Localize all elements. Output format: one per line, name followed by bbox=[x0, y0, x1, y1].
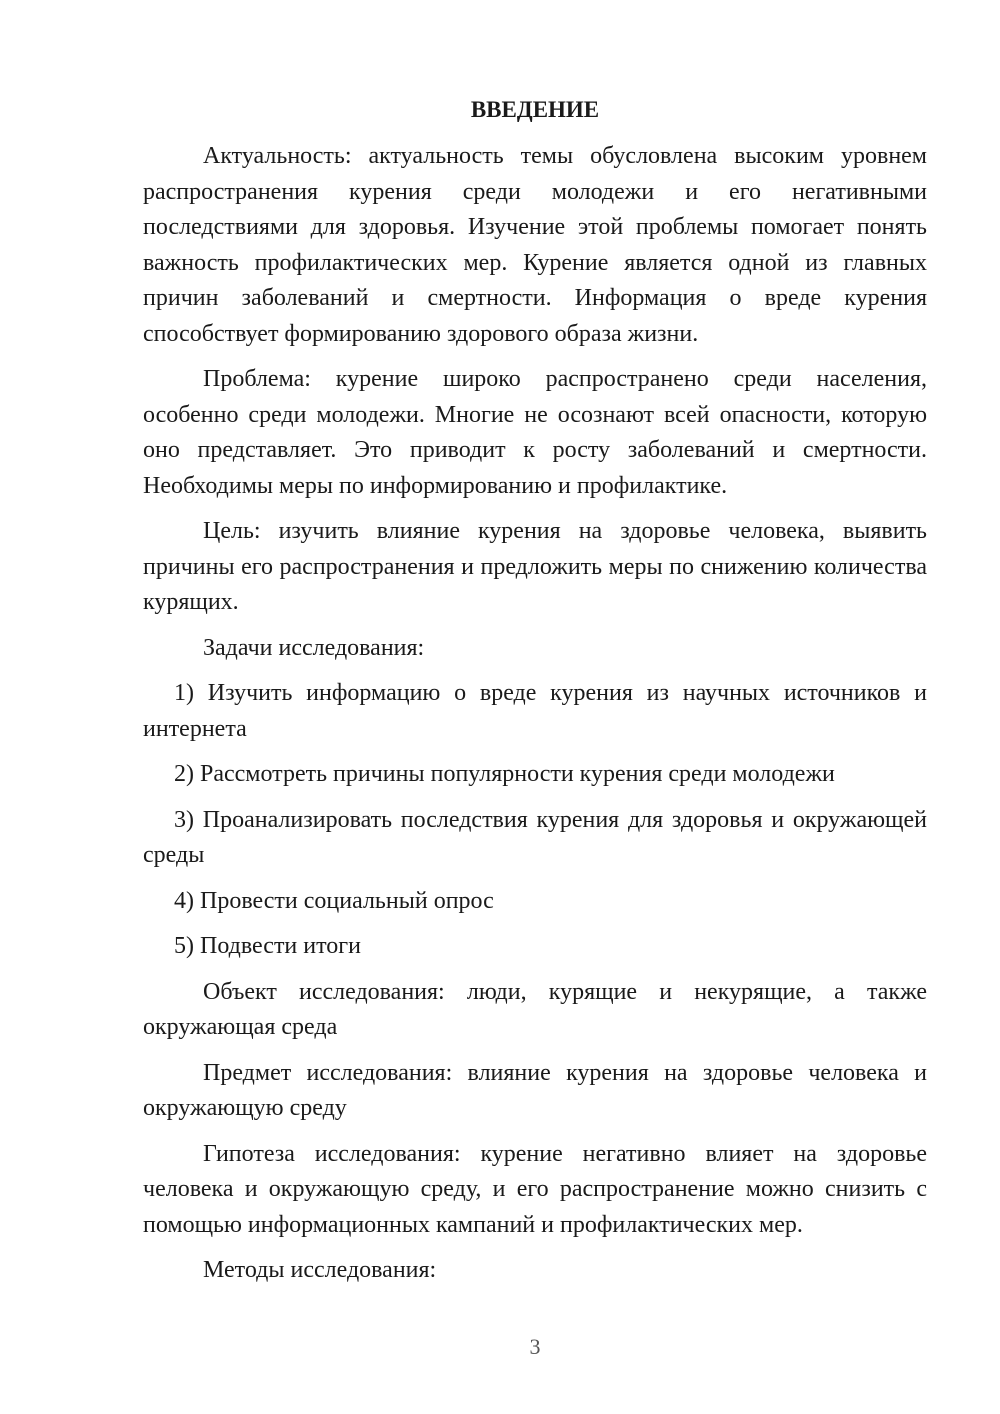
page-title: ВВЕДЕНИЕ bbox=[470, 97, 600, 122]
task-item-5: 5) Подвести итоги bbox=[174, 933, 361, 959]
hypothesis-paragraph: Гипотеза исследования: курение негативно влияет на здоровье человека и окружающую среду, и его распространение можно снизить с помощью информационных кампаний и профилактических мер. bbox=[143, 1140, 927, 1238]
object-paragraph: Объект исследования: люди, курящие и некурящие, а также окружающая среда bbox=[143, 978, 927, 1040]
methods-heading: Методы исследования: bbox=[203, 1257, 437, 1283]
page-content bbox=[143, 92, 927, 1299]
tasks-heading: Задачи исследования: bbox=[203, 634, 425, 661]
task-item-1: 1) Изучить информацию о вреде курения из научных источников и интернета bbox=[143, 680, 927, 742]
problem-paragraph: Проблема: курение широко распространено среди населения, особенно среди молодежи. Многие не осознают всей опасности, которую оно представляет. Это приводит к росту заболеваний и смертности. Необходимы меры по информированию и профилактике. bbox=[143, 366, 927, 499]
page-number: 3 bbox=[529, 1334, 541, 1359]
task-item-2: 2) Рассмотреть причины популярности курения среди молодежи bbox=[174, 761, 835, 787]
task-item-4: 4) Провести социальный опрос bbox=[174, 887, 494, 914]
subject-paragraph: Предмет исследования: влияние курения на здоровье человека и окружающую среду bbox=[143, 1059, 927, 1121]
task-item-3: 3) Проанализировать последствия курения для здоровья и окружающей среды bbox=[143, 806, 927, 868]
relevance-paragraph: Актуальность: актуальность темы обусловлена высоким уровнем распространения курения среди молодежи и его негативными последствиями для здоровья. Изучение этой проблемы помогает понять важность профилактических мер. Курение является одной из главных причин заболеваний и смертности. Информация о вреде курения способствует формированию здорового образа жизни. bbox=[143, 143, 927, 347]
goal-paragraph: Цель: изучить влияние курения на здоровье человека, выявить причины его распространения и предложить меры по снижению количества курящих. bbox=[143, 518, 927, 615]
